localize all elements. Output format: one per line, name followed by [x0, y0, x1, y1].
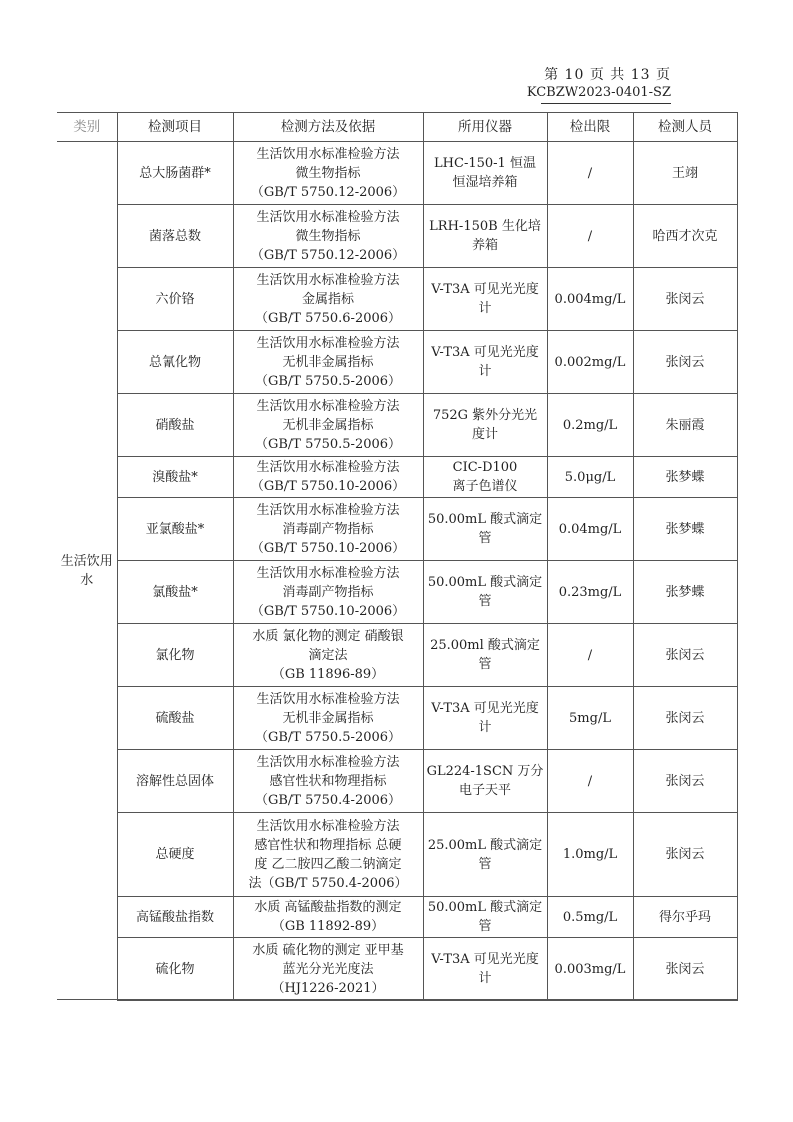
limit-cell: 0.004mg/L [547, 268, 633, 331]
instrument-cell [423, 561, 547, 624]
item-cell: 硫酸盐 [117, 687, 233, 750]
table-row [57, 687, 737, 750]
column-header-instrument: 所用仪器 [423, 113, 547, 142]
item-cell: 氯化物 [117, 624, 233, 687]
method-cell [233, 142, 423, 205]
limit-cell: / [547, 750, 633, 813]
limit-cell: 1.0mg/L [547, 813, 633, 897]
instrument-line: V-T3A 可见光光度 [431, 282, 539, 297]
instrument-cell [423, 142, 547, 205]
instrument-cell [423, 268, 547, 331]
method-cell [233, 268, 423, 331]
instrument-line: V-T3A 可见光光度 [431, 345, 539, 360]
method-line: 水质 氯化物的测定 硝酸银 [252, 628, 404, 644]
table-row [57, 897, 737, 938]
item-cell: 溴酸盐* [117, 457, 233, 498]
instrument-cell [423, 624, 547, 687]
method-line: 水质 硫化物的测定 亚甲基 [252, 942, 404, 958]
method-cell [233, 687, 423, 750]
instrument-cell [423, 498, 547, 561]
limit-cell: / [547, 142, 633, 205]
instrument-cell [423, 687, 547, 750]
method-line: 水质 高锰酸盐指数的测定 [254, 900, 402, 915]
instrument-line: V-T3A 可见光光度 [431, 701, 539, 716]
item-cell: 亚氯酸盐* [117, 498, 233, 561]
method-cell [233, 498, 423, 561]
method-cell [233, 205, 423, 268]
person-cell: 张梦蝶 [633, 498, 737, 561]
item-cell: 总氰化物 [117, 331, 233, 394]
method-line: 生活饮用水标准检验方法 [256, 460, 400, 475]
method-cell [233, 897, 423, 938]
instrument-line: 25.00mL 酸式滴定 [427, 837, 543, 853]
document-code: KCBZW2023-0401-SZ [526, 85, 671, 100]
instrument-line: 电子天平 [458, 783, 511, 798]
method-line: 生活饮用水标准检验方法 [256, 754, 400, 770]
table-row [57, 750, 737, 813]
limit-cell: 5mg/L [547, 687, 633, 750]
item-cell: 高锰酸盐指数 [117, 897, 233, 938]
item-cell: 总硬度 [117, 813, 233, 897]
page-header [527, 66, 671, 104]
method-line: 无机非金属指标 [282, 710, 374, 726]
person-cell: 哈西才次克 [633, 205, 737, 268]
instrument-line: 离子色谱仪 [452, 479, 518, 494]
method-cell [233, 938, 423, 1001]
column-header-method: 检测方法及依据 [233, 113, 423, 142]
table-row [57, 142, 737, 205]
person-cell: 张闵云 [633, 938, 737, 1001]
person-cell: 张闵云 [633, 331, 737, 394]
method-cell [233, 394, 423, 457]
column-header-category: 类别 [57, 113, 117, 142]
method-line: （GB/T 5750.5-2006） [254, 373, 402, 389]
method-line: 法（GB/T 5750.4-2006） [248, 875, 408, 891]
method-line: 感官性状和物理指标 [269, 773, 387, 789]
method-cell [233, 750, 423, 813]
person-cell: 张闵云 [633, 268, 737, 331]
column-header-limit: 检出限 [547, 113, 633, 142]
instrument-line: 计 [478, 364, 492, 379]
instrument-cell [423, 394, 547, 457]
instrument-cell [423, 331, 547, 394]
method-line: 生活饮用水标准检验方法 [256, 272, 400, 288]
method-line: 生活饮用水标准检验方法 [256, 146, 400, 162]
method-line: （GB/T 5750.12-2006） [250, 184, 406, 200]
table-row [57, 205, 737, 268]
instrument-line: 管 [478, 531, 492, 546]
person-cell: 张闵云 [633, 624, 737, 687]
instrument-line: 度计 [471, 427, 498, 442]
limit-cell: 0.04mg/L [547, 498, 633, 561]
method-line: 生活饮用水标准检验方法 [256, 691, 400, 707]
method-cell [233, 561, 423, 624]
method-line: 生活饮用水标准检验方法 [256, 565, 400, 581]
method-line: 生活饮用水标准检验方法 [256, 209, 400, 225]
limit-cell: 5.0μg/L [547, 457, 633, 498]
instrument-line: 计 [478, 971, 492, 986]
method-line: 无机非金属指标 [282, 417, 374, 433]
instrument-cell [423, 750, 547, 813]
person-cell: 朱丽霞 [633, 394, 737, 457]
person-cell: 张闵云 [633, 813, 737, 897]
test-methods-table [57, 112, 738, 1001]
method-line: （GB/T 5750.10-2006） [250, 479, 406, 494]
table-bottom-rule [57, 999, 737, 1000]
method-line: 滴定法 [308, 647, 348, 663]
item-cell: 硝酸盐 [117, 394, 233, 457]
instrument-line: 50.00mL 酸式滴定 [427, 512, 543, 527]
item-cell: 氯酸盐* [117, 561, 233, 624]
method-line: （GB/T 5750.4-2006） [254, 792, 402, 808]
instrument-line: CIC-D100 [452, 460, 518, 475]
category-cell: 生活饮用水 [57, 142, 117, 1001]
item-cell: 六价铬 [117, 268, 233, 331]
method-line: （GB/T 5750.12-2006） [250, 247, 406, 263]
method-line: （HJ1226-2021） [271, 980, 385, 996]
item-cell: 硫化物 [117, 938, 233, 1001]
column-header-person: 检测人员 [633, 113, 737, 142]
page-number: 第 10 页 共 13 页 [544, 67, 671, 83]
method-line: 生活饮用水标准检验方法 [256, 818, 400, 834]
person-cell: 张梦蝶 [633, 457, 737, 498]
method-line: 消毒副产物指标 [282, 521, 374, 537]
instrument-line: 25.00ml 酸式滴定 [430, 638, 540, 653]
method-line: 感官性状和物理指标 总硬 [254, 837, 402, 853]
table-row [57, 561, 737, 624]
instrument-cell [423, 457, 547, 498]
table-row [57, 457, 737, 498]
limit-cell: 0.2mg/L [547, 394, 633, 457]
instrument-line: 管 [478, 856, 492, 872]
instrument-cell [423, 205, 547, 268]
method-line: （GB/T 5750.5-2006） [254, 729, 402, 745]
table-row [57, 268, 737, 331]
method-line: 微生物指标 [295, 165, 361, 181]
header-rule [541, 103, 671, 104]
method-line: （GB/T 5750.5-2006） [254, 436, 402, 452]
item-cell: 溶解性总固体 [117, 750, 233, 813]
method-cell [233, 813, 423, 897]
instrument-line: 管 [478, 594, 492, 609]
table-row [57, 331, 737, 394]
limit-cell: 0.5mg/L [547, 897, 633, 938]
instrument-cell [423, 813, 547, 897]
instrument-line: V-T3A 可见光光度 [431, 952, 539, 967]
method-line: 无机非金属指标 [282, 354, 374, 370]
column-header-item: 检测项目 [117, 113, 233, 142]
method-line: 生活饮用水标准检验方法 [256, 502, 400, 518]
method-line: 度 乙二胺四乙酸二钠滴定 [254, 856, 402, 872]
method-line: 生活饮用水标准检验方法 [256, 335, 400, 351]
limit-cell: / [547, 205, 633, 268]
limit-cell: 0.002mg/L [547, 331, 633, 394]
person-cell: 得尔乎玛 [633, 897, 737, 938]
method-line: 生活饮用水标准检验方法 [256, 398, 400, 414]
method-line: （GB 11896-89） [271, 666, 385, 682]
method-line: 微生物指标 [295, 228, 361, 244]
instrument-line: 计 [478, 720, 492, 735]
method-line: （GB/T 5750.6-2006） [254, 310, 402, 326]
instrument-line: LRH-150B 生化培 [429, 219, 541, 234]
method-line: 金属指标 [301, 291, 354, 307]
instrument-line: 计 [478, 301, 492, 316]
limit-cell: 0.23mg/L [547, 561, 633, 624]
item-cell: 菌落总数 [117, 205, 233, 268]
method-line: 消毒副产物指标 [282, 584, 374, 600]
method-line: （GB 11892-89） [271, 919, 385, 934]
instrument-cell [423, 938, 547, 1001]
table-row [57, 938, 737, 1001]
table-row [57, 813, 737, 897]
instrument-line: GL224-1SCN 万分 [426, 764, 544, 779]
table-header-row [57, 113, 737, 142]
instrument-line: 管 [478, 919, 492, 934]
instrument-line: 50.00mL 酸式滴定 [427, 575, 543, 590]
instrument-line: 50.00mL 酸式滴定 [427, 900, 543, 915]
instrument-line: 752G 紫外分光光 [432, 408, 538, 423]
method-line: （GB/T 5750.10-2006） [250, 540, 406, 556]
person-cell: 王翊 [633, 142, 737, 205]
method-line: （GB/T 5750.10-2006） [250, 603, 406, 619]
method-cell [233, 331, 423, 394]
instrument-cell [423, 897, 547, 938]
instrument-line: 管 [478, 657, 492, 672]
instrument-line: 恒湿培养箱 [452, 175, 518, 190]
instrument-line: LHC-150-1 恒温 [434, 156, 536, 171]
table-row [57, 624, 737, 687]
method-cell [233, 624, 423, 687]
limit-cell: / [547, 624, 633, 687]
method-cell [233, 457, 423, 498]
person-cell: 张闵云 [633, 687, 737, 750]
person-cell: 张梦蝶 [633, 561, 737, 624]
method-line: 蓝光分光光度法 [282, 961, 374, 977]
limit-cell: 0.003mg/L [547, 938, 633, 1001]
person-cell: 张闵云 [633, 750, 737, 813]
instrument-line: 养箱 [471, 238, 498, 253]
table-row [57, 498, 737, 561]
table-row [57, 394, 737, 457]
item-cell: 总大肠菌群* [117, 142, 233, 205]
